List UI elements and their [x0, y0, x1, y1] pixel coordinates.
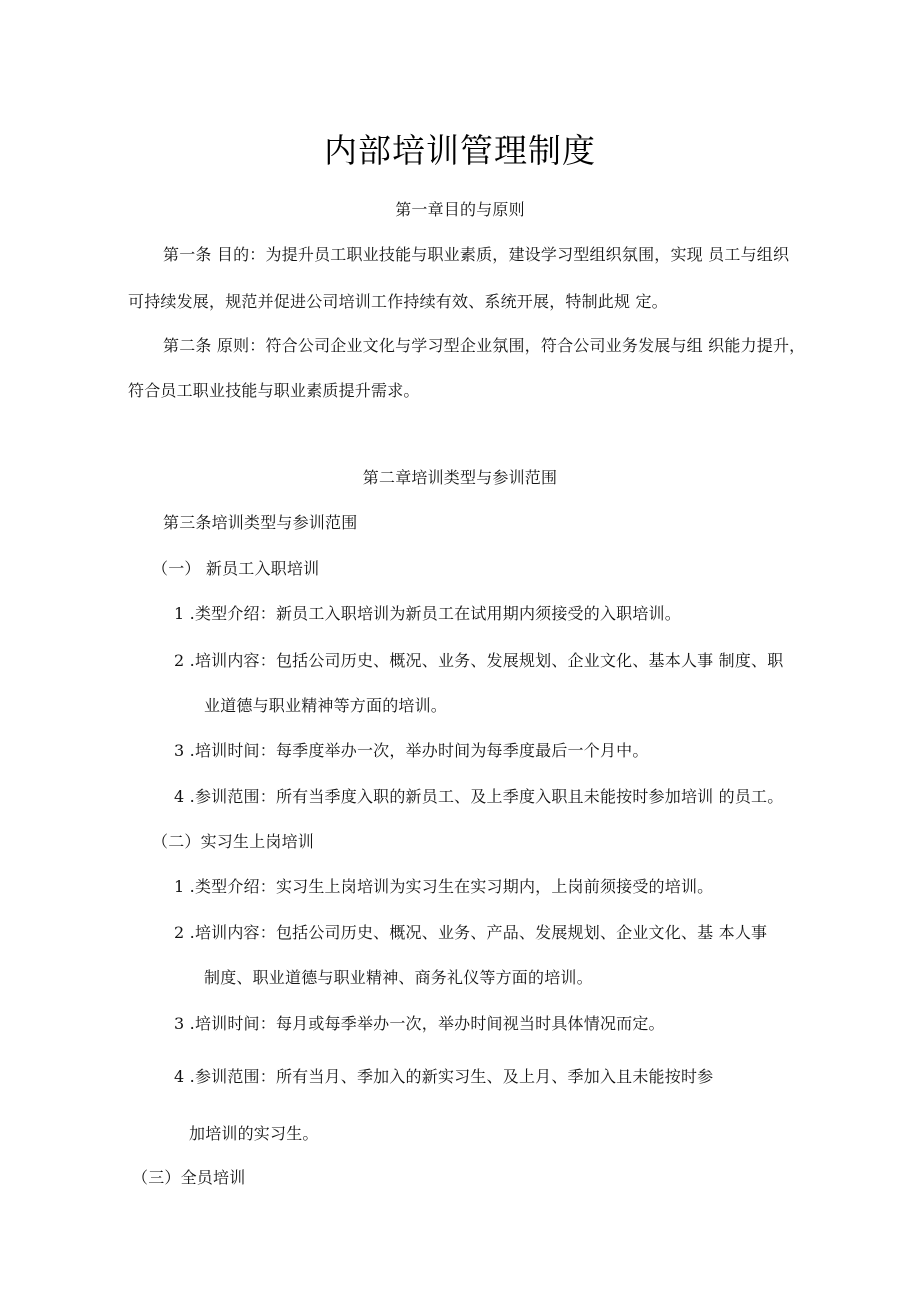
- section-1-heading: （一） 新员工入职培训: [152, 559, 320, 578]
- section-3-heading: （三）全员培训: [132, 1168, 246, 1187]
- section-1-item-2-line-2: 业道德与职业精神等方面的培训。: [204, 696, 448, 715]
- document-title: 内部培训管理制度: [324, 131, 596, 170]
- section-2-item-2-line-2: 制度、职业道德与职业精神、商务礼仪等方面的培训。: [204, 968, 593, 987]
- article-1-line-2: 可持续发展，规范并促进公司培训工作持续有效、系统开展，特制此规 定。: [128, 292, 668, 311]
- article-2-line-1: 第二条 原则：符合公司企业文化与学习型企业氛围，符合公司业务发展与组 织能力提升，: [163, 336, 806, 355]
- section-1-item-3: 3 .培训时间：每季度举办一次，举办时间为每季度最后一个月中。: [174, 741, 649, 760]
- section-2-item-4-line-2: 加培训的实习生。: [189, 1124, 319, 1143]
- article-1-line-1: 第一条 目的：为提升员工职业技能与职业素质，建设学习型组织氛围，实现 员工与组织: [163, 245, 790, 264]
- chapter-2-heading: 第二章培训类型与参训范围: [362, 468, 558, 487]
- article-2-line-2: 符合员工职业技能与职业素质提升需求。: [128, 381, 420, 400]
- section-1-item-4: 4 .参训范围：所有当季度入职的新员工、及上季度入职且未能按时参加培训 的员工。: [174, 787, 784, 806]
- section-1-item-1: 1 .类型介绍：新员工入职培训为新员工在试用期内须接受的入职培训。: [174, 604, 681, 623]
- section-2-item-4-line-1: 4 .参训范围：所有当月、季加入的新实习生、及上月、季加入且未能按时参: [174, 1067, 714, 1086]
- article-3-heading: 第三条培训类型与参训范围: [163, 513, 358, 532]
- section-2-item-1: 1 .类型介绍：实习生上岗培训为实习生在实习期内，上岗前须接受的培训。: [174, 877, 714, 896]
- section-1-item-2-line-1: 2 .培训内容：包括公司历史、概况、业务、发展规划、企业文化、基本人事 制度、职: [174, 651, 784, 670]
- section-2-item-2-line-1: 2 .培训内容：包括公司历史、概况、业务、产品、发展规划、企业文化、基 本人事: [174, 923, 768, 942]
- section-2-heading: （二）实习生上岗培训: [152, 832, 315, 851]
- chapter-1-heading: 第一章目的与原则: [395, 200, 525, 219]
- section-2-item-3: 3 .培训时间：每月或每季举办一次，举办时间视当时具体情况而定。: [174, 1014, 665, 1033]
